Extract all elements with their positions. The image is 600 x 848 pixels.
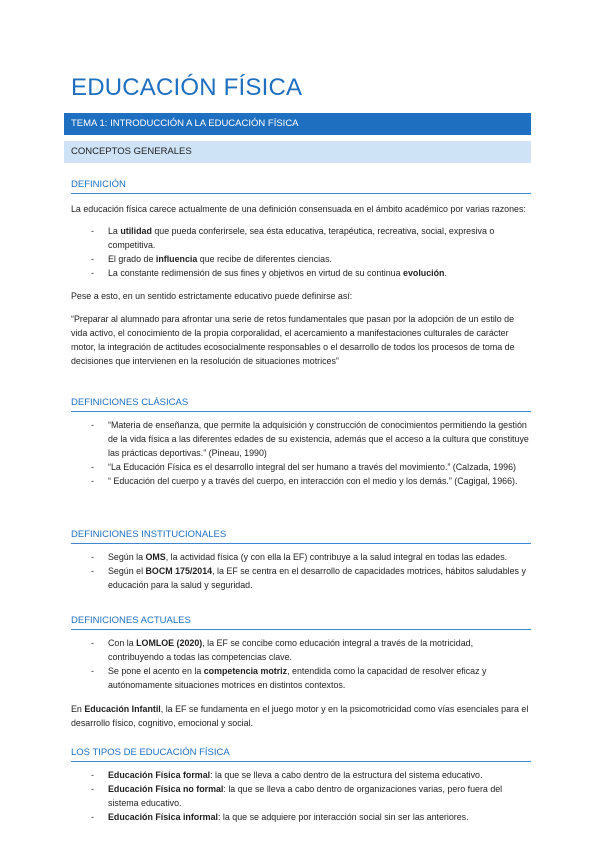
infantil-paragraph: En Educación Infantil, la EF se fundamenta en el juego motor y en la psicomotricidad como vías esenciales para el desarrollo físico, cognitivo, emocional y social.: [71, 704, 529, 728]
institutional-definitions-list: [71, 550, 531, 592]
section-clasicas: [71, 397, 531, 488]
section-institucionales: [71, 529, 531, 592]
section-heading: DEFINICIONES CLÁSICAS: [71, 397, 531, 412]
section-definicion: [71, 179, 531, 368]
current-definitions-list: [71, 636, 531, 692]
section-heading: DEFINICIONES ACTUALES: [71, 615, 531, 630]
section-actuales: [71, 615, 531, 730]
list-item: - Según el BOCM 175/2014, la EF se centra en el desarrollo de capacidades motrices, hábitos saludables y educación para la salud y seguridad.: [91, 566, 526, 590]
reasons-list: [71, 224, 531, 280]
definition-quote: “Preparar al alumnado para afrontar una serie de retos fundamentales que pasan por la adopción de un estilo de vida activo, el conocimiento de la propia corporalidad, el acercamiento a manifestaciones culturales de carácter motor, la integración de actitudes ecosocialmente responsables o el desarrollo de todos los procesos de toma de decisiones que intervienen en la resolución de situaciones motrices”: [71, 314, 515, 366]
list-item: - Educación Física no formal: la que se lleva a cabo dentro de organizaciones varias, pero fuera del sistema educativo.: [91, 784, 503, 808]
section-tipos: [71, 747, 531, 824]
list-item: - Con la LOMLOE (2020), la EF se concibe como educación integral a través de la motricidad, contribuyendo a todas las competencias clave.: [91, 638, 474, 662]
section-heading: DEFINICIONES INSTITUCIONALES: [71, 529, 531, 544]
list-item: - Se pone el acento en la competencia motriz, entendida como la capacidad de resolver eficaz y autónomamente situaciones motrices en distintos contextos.: [91, 666, 487, 690]
types-list: [71, 768, 531, 824]
list-item: - Según la OMS, la actividad física (y con ella la EF) contribuye a la salud integral en todas las edades.: [91, 552, 508, 562]
intro-paragraph: La educación física carece actualmente de una definición consensuada en el ámbito académico por varias razones:: [71, 204, 526, 214]
list-item: - La constante redimensión de sus fines y objetivos en virtud de su continua evolución.: [91, 268, 447, 278]
section-heading: LOS TIPOS DE EDUCACIÓN FÍSICA: [71, 747, 531, 762]
list-item: - “La Educación Física es el desarrollo integral del ser humano a través del movimiento.” (Calzada, 1996): [91, 462, 516, 472]
list-item: - El grado de influencia que recibe de diferentes ciencias.: [91, 254, 332, 264]
classic-definitions-list: [71, 418, 531, 488]
list-item: - “Materia de enseñanza, que permite la adquisición y construcción de conocimientos permitiendo la gestión de la vida física a las diferentes edades de su existencia, además que el acceso a la cultura que constituye las prácticas deportivas.” (Pineau, 1990): [91, 420, 529, 458]
list-item: - Educación Física informal: la que se adquiere por interacción social sin ser las anteriores.: [91, 812, 469, 822]
subtopic-band: CONCEPTOS GENERALES: [64, 141, 531, 163]
topic-band: TEMA 1: INTRODUCCIÓN A LA EDUCACIÓN FÍSICA: [64, 113, 531, 135]
list-item: - “ Educación del cuerpo y a través del cuerpo, en interacción con el medio y los demás.” (Cagigal, 1966).: [91, 476, 518, 486]
document-title: EDUCACIÓN FÍSICA: [71, 74, 303, 101]
transition-paragraph: Pese a esto, en un sentido estrictamente educativo puede definirse así:: [71, 291, 353, 301]
section-heading: DEFINICIÓN: [71, 179, 531, 194]
list-item: - La utilidad que pueda conferirsele, sea ésta educativa, terapéutica, recreativa, social, expresiva o competitiva.: [91, 226, 495, 250]
list-item: - Educación Física formal: la que se lleva a cabo dentro de la estructura del sistema educativo.: [91, 770, 483, 780]
